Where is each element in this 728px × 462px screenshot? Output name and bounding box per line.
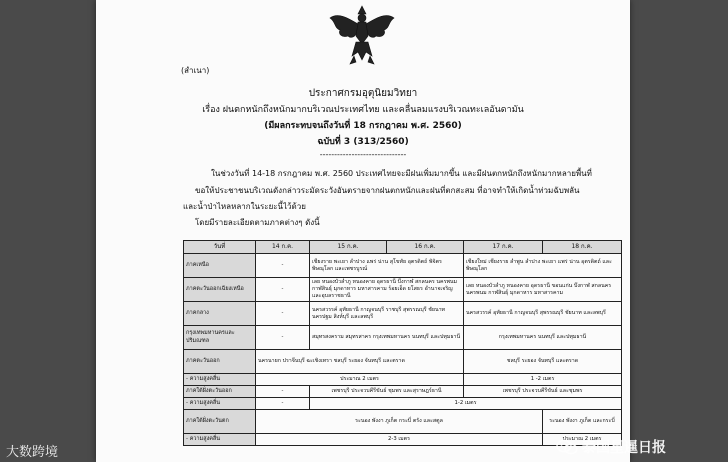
value-cell: กรุงเทพมหานคร นนทบุรี และปทุมธานี	[464, 326, 622, 350]
body-paragraph-1: ในช่วงวันที่ 14-18 กรกฎาคม พ.ศ. 2560 ประเทศไทยจะมีฝนเพิ่มมากขึ้น และมีฝนตกหนักถึงหนักมากหลายพื้นที่	[211, 169, 592, 178]
table-row-south-east	[184, 386, 622, 398]
forecast-table	[183, 240, 622, 446]
region-cell: ภาคตะวันออกเฉียงเหนือ	[184, 278, 256, 302]
value-cell: ประมาณ 2 เมตร	[543, 434, 622, 446]
value-cell: 2-3 เมตร	[256, 434, 543, 446]
value-cell: -	[256, 386, 310, 398]
region-cell: ภาคกลาง	[184, 302, 256, 326]
value-cell: นครสวรรค์ อุทัยธานี กาญจนบุรี ราชบุรี สุพรรณบุรี ชัยนาท นครปฐม สิงห์บุรี และลพบุรี	[310, 302, 464, 326]
value-cell: 1-2 เมตร	[310, 398, 622, 410]
separator-line: ------------------------------	[319, 150, 407, 159]
watermark-right	[556, 437, 666, 457]
region-cell: กรุงเทพมหานครและปริมณฑล	[184, 326, 256, 350]
value-cell: เชียงราย พะเยา ลำปาง แพร่ น่าน สุโขทัย อุตรดิตถ์ พิจิตร พิษณุโลก และเพชรบูรณ์	[310, 254, 464, 278]
copy-label: (สำเนา)	[181, 66, 210, 75]
value-cell: สมุทรสงคราม สมุทรสาคร กรุงเทพมหานคร นนทบุรี และปทุมธานี	[310, 326, 464, 350]
table-row-south-west	[184, 410, 622, 434]
region-cell: - ความสูงคลื่น	[184, 434, 256, 446]
header-cell-14: 14 ก.ค.	[256, 241, 310, 254]
watermark-right-text: 泰国星暹日报	[582, 440, 666, 456]
region-cell: ภาคใต้ฝั่งตะวันออก	[184, 386, 256, 398]
value-cell: ประมาณ 2 เมตร	[256, 374, 464, 386]
value-cell: 1 -2 เมตร	[464, 374, 622, 386]
body-paragraph-2: ขอให้ประชาชนบริเวณดังกล่าวระมัดระวังอันตรายจากฝนตกหนักและฝนที่ตกสะสม ที่อาจทำให้เกิดน้ำท่วมฉับพลัน	[195, 186, 580, 195]
table-row-south-east-wave	[184, 398, 622, 410]
table-row-central	[184, 302, 622, 326]
region-cell: - ความสูงคลื่น	[184, 374, 256, 386]
value-cell: นครสวรรค์ อุทัยธานี กาญจนบุรี สุพรรณบุรี ชัยนาท และลพบุรี	[464, 302, 622, 326]
table-row-east-wave	[184, 374, 622, 386]
region-cell: ภาคเหนือ	[184, 254, 256, 278]
header-cell-15: 15 ก.ค.	[310, 241, 387, 254]
table-row-bangkok	[184, 326, 622, 350]
value-cell: -	[256, 278, 310, 302]
region-cell: ภาคใต้ฝั่งตะวันตก	[184, 410, 256, 434]
document-page	[96, 0, 630, 462]
announcement-title: ประกาศกรมอุตุนิยมวิทยา	[308, 88, 418, 99]
table-header-row	[184, 241, 622, 254]
value-cell: -	[256, 326, 310, 350]
table-row-northeast	[184, 278, 622, 302]
value-cell: -	[256, 302, 310, 326]
region-cell: ภาคตะวันออก	[184, 350, 256, 374]
wechat-icon	[556, 439, 578, 455]
header-cell-18: 18 ก.ค.	[543, 241, 622, 254]
table-row-north	[184, 254, 622, 278]
body-paragraph-3: และน้ำป่าไหลหลากในระยะนี้ไว้ด้วย	[183, 202, 306, 211]
garuda-emblem-icon	[328, 4, 396, 66]
value-cell: นครนายก ปราจีนบุรี ฉะเชิงเทรา ชลบุรี ระยอง จันทบุรี และตราด	[256, 350, 464, 374]
issue-number: ฉบับที่ 3 (313/2560)	[317, 137, 409, 147]
value-cell: เพชรบุรี ประจวบคีรีขันธ์ และชุมพร	[464, 386, 622, 398]
value-cell: เพชรบุรี ประจวบคีรีขันธ์ ชุมพร และสุราษฎร์ธานี	[310, 386, 464, 398]
value-cell: ระนอง พังงา ภูเก็ต กระบี่ ตรัง และสตูล	[256, 410, 543, 434]
effect-period: (มีผลกระทบจนถึงวันที่ 18 กรกฎาคม พ.ศ. 2560)	[264, 121, 462, 131]
watermark-left: 大数跨境	[6, 445, 59, 460]
announcement-subject: เรื่อง ฝนตกหนักถึงหนักมากบริเวณประเทศไทย และคลื่นลมแรงบริเวณทะเลอันดามัน	[202, 105, 524, 115]
value-cell: เลย หนองบัวลำภู หนองคาย อุดรธานี บึงกาฬ สกลนคร นครพนม กาฬสินธุ์ มุกดาหาร มหาสารคาม ร้อยเอ็ด ยโสธร อำนาจเจริญ และอุบลราชธานี	[310, 278, 464, 302]
header-cell-17: 17 ก.ค.	[464, 241, 543, 254]
header-cell-date: วันที่	[184, 241, 256, 254]
region-cell: - ความสูงคลื่น	[184, 398, 256, 410]
value-cell: เลย หนองบัวลำภู หนองคาย อุดรธานี ขอนแก่น บึงกาฬ สกลนคร นครพนม กาฬสินธุ์ มุกดาหาร มหาสารคาม	[464, 278, 622, 302]
value-cell: ระนอง พังงา ภูเก็ต และกระบี่	[543, 410, 622, 434]
body-paragraph-4: โดยมีรายละเอียดตามภาคต่างๆ ดังนี้	[195, 218, 320, 227]
value-cell: -	[256, 254, 310, 278]
value-cell: -	[256, 398, 310, 410]
value-cell: ชลบุรี ระยอง จันทบุรี และตราด	[464, 350, 622, 374]
header-cell-16: 16 ก.ค.	[387, 241, 464, 254]
value-cell: เชียงใหม่ เชียงราย ลำพูน ลำปาง พะเยา แพร่ น่าน อุตรดิตถ์ และพิษณุโลก	[464, 254, 622, 278]
table-row-east	[184, 350, 622, 374]
